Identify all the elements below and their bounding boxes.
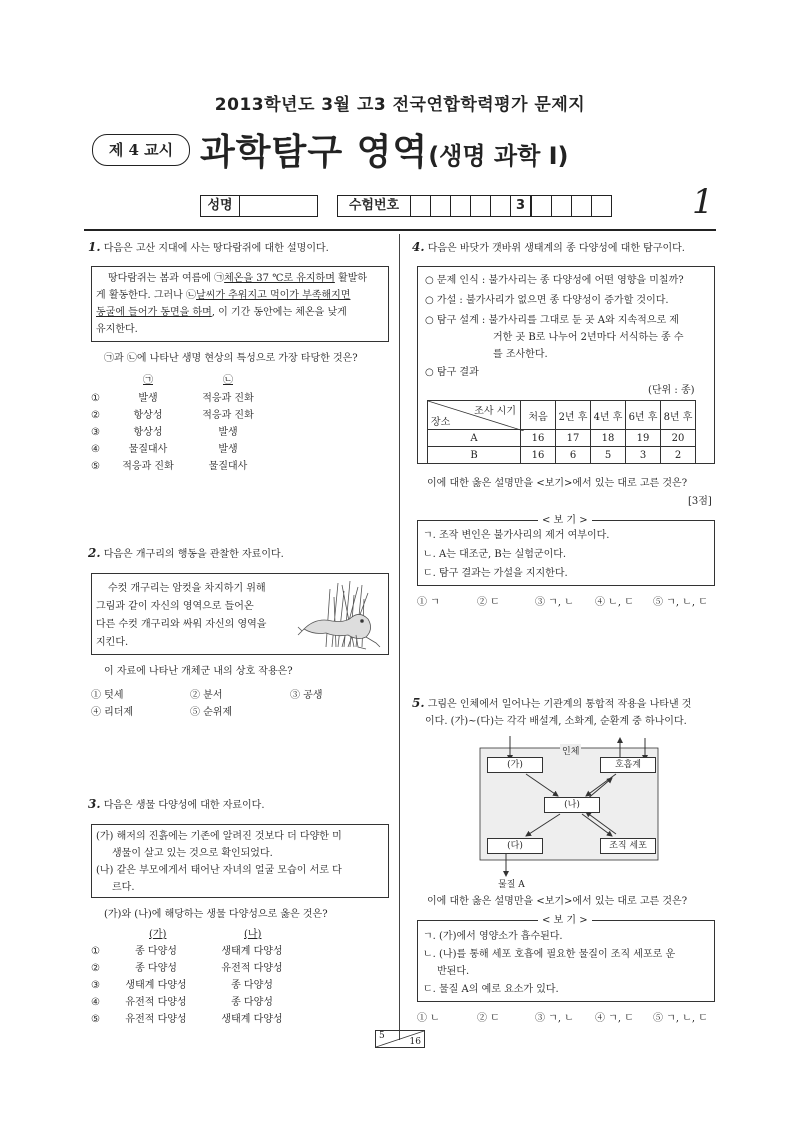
q5-option[interactable]: ③ ㄱ, ㄴ: [535, 1013, 574, 1024]
q3-col-b: (나): [244, 929, 262, 940]
q4-hypothesis: ○ 가설 : 불가사리가 없으면 종 다양성이 증가할 것이다.: [425, 295, 669, 306]
q3-option-col-a: 유전적 다양성: [125, 997, 187, 1008]
q4-number: 4.: [412, 240, 425, 254]
q3-option-col-b: 생태계 다양성: [221, 1014, 283, 1025]
q2-number: 2.: [88, 546, 101, 560]
q4-bogi-item: ㄱ. 조작 변인은 불가사리의 제거 여부이다.: [423, 530, 610, 541]
q4-design: 를 조사한다.: [493, 349, 548, 360]
q2-option[interactable]: ③ 공생: [290, 690, 323, 701]
q1-passage-line: [108, 270, 367, 287]
q2-passage-line: 다른 수컷 개구리와 싸워 자신의 영역을: [96, 619, 267, 630]
exam-number-cell[interactable]: [552, 196, 572, 216]
q4-bogi-title: < 보 기 >: [538, 512, 592, 529]
q4-result-label: ○ 탐구 결과: [425, 367, 479, 378]
matter-a-label: 물질 A: [498, 880, 525, 890]
q4-value-cell: 3: [626, 447, 661, 464]
q4-design: ○ 탐구 설계 : 불가사리를 그대로 둔 곳 A와 지속적으로 제: [425, 315, 679, 326]
node-na: (나): [544, 797, 600, 813]
name-label: 성명: [201, 196, 240, 216]
q1-option-col-b: 발생: [218, 427, 238, 438]
q3-option-col-b: 종 다양성: [231, 980, 273, 991]
q4-site-cell: A: [428, 430, 521, 447]
q1-passage-line: [96, 304, 347, 321]
q3-option-number[interactable]: ④: [91, 997, 100, 1008]
q4-bogi-item: ㄷ. 탐구 결과는 가설을 지지한다.: [423, 568, 568, 579]
q4-bogi-item: ㄴ. A는 대조군, B는 실험군이다.: [423, 549, 567, 560]
q3-stem: [88, 796, 265, 814]
q3-option-col-a: 생태계 다양성: [125, 980, 187, 991]
q5-bogi-item: 반된다.: [437, 966, 470, 977]
q1-option-number[interactable]: ③: [91, 427, 100, 438]
q1-col-b: ㉡: [223, 375, 233, 386]
q2-passage-line: 지킨다.: [96, 637, 129, 648]
q3-option-col-b: 종 다양성: [231, 997, 273, 1008]
q5-option[interactable]: ① ㄴ: [417, 1013, 440, 1024]
q5-option[interactable]: ⑤ ㄱ, ㄴ, ㄷ: [653, 1013, 708, 1024]
q4-design: 거한 곳 B로 나누어 2년마다 서식하는 종 수: [493, 332, 684, 343]
q1-option-number[interactable]: ①: [91, 393, 100, 404]
q1-option-col-b: 적응과 진화: [202, 393, 254, 404]
exam-number-cell[interactable]: [411, 196, 431, 216]
q3-passage-line: 생물이 살고 있는 것으로 확인되었다.: [112, 848, 273, 859]
q1-underline-b: 날씨가 추워지고 먹이가 부족해지면: [196, 290, 351, 301]
exam-number-cell[interactable]: [491, 196, 511, 216]
exam-number-digit: 3: [511, 196, 532, 216]
session-label: 제 4 교시: [108, 141, 174, 159]
q1-text: 활발하: [334, 273, 368, 284]
q5-bogi-item: ㄱ. (가)에서 영양소가 흡수된다.: [423, 931, 563, 942]
q1-question: ㉠과 ㉡에 나타난 생명 현상의 특성으로 가장 타당한 것은?: [104, 353, 358, 364]
q3-option-number[interactable]: ②: [91, 963, 100, 974]
q1-stem: [88, 239, 329, 257]
exam-number-cell[interactable]: [592, 196, 611, 216]
q3-option-number[interactable]: ⑤: [91, 1014, 100, 1025]
q4-value-cell: 2: [661, 447, 696, 464]
q5-stem: [412, 695, 691, 713]
q3-passage-line: (가) 해저의 진흙에는 기존에 알려진 것보다 더 다양한 미: [96, 831, 342, 842]
diagram-body-label: 인체: [560, 744, 581, 757]
q4-option[interactable]: ③ ㄱ, ㄴ: [535, 597, 574, 608]
exam-number-cell[interactable]: [572, 196, 592, 216]
q4-stem: [412, 239, 685, 257]
q4-stem-text: 다음은 바닷가 갯바위 생태계의 종 다양성에 대한 탐구이다.: [427, 243, 685, 254]
q1-col-a: ㉠: [143, 375, 153, 386]
q4-option[interactable]: ② ㄷ: [477, 597, 500, 608]
q1-text: 땅다람쥐는 봄과 여름에 ㉠: [108, 273, 225, 284]
header-rule: [84, 229, 716, 231]
q4-value-cell: 6: [556, 447, 591, 464]
node-tissue-cell: 조직 세포: [600, 838, 656, 854]
q1-option-col-b: 물질대사: [208, 461, 248, 472]
q3-option-col-b: 유전적 다양성: [221, 963, 283, 974]
q4-col-header: 2년 후: [556, 401, 591, 430]
exam-number-cell[interactable]: [431, 196, 451, 216]
q1-option-number[interactable]: ④: [91, 444, 100, 455]
q4-question: 이에 대한 옳은 설명만을 <보기>에서 있는 대로 고른 것은?: [427, 478, 688, 489]
q1-number: 1.: [88, 240, 101, 254]
diagonal-header-cell: [428, 401, 521, 430]
node-respiratory: 호흡계: [600, 757, 656, 773]
q2-stem-text: 다음은 개구리의 행동을 관찰한 자료이다.: [103, 549, 284, 560]
q1-option-col-a: 항상성: [133, 427, 163, 438]
q4-result-table: [427, 400, 696, 464]
q3-passage-line: (나) 같은 부모에게서 태어난 자녀의 얼굴 모습이 서로 다: [96, 865, 342, 876]
q5-option[interactable]: ④ ㄱ, ㄷ: [595, 1013, 634, 1024]
diag-top: 조사 시기: [474, 406, 516, 417]
q5-stem-text: 그림은 인체에서 일어나는 기관계의 통합적 작용을 나타낸 것: [427, 699, 692, 710]
page-current: 5: [379, 1031, 385, 1041]
page-counter: [375, 1030, 425, 1048]
q1-underline-b: 동굴에 들어가 동면을 하며: [96, 307, 212, 318]
q1-option-col-a: 항상성: [133, 410, 163, 421]
q2-option[interactable]: ② 분서: [190, 690, 223, 701]
exam-title: 2013학년도 3월 고3 전국연합학력평가 문제지: [214, 95, 586, 115]
q4-site-cell: B: [428, 447, 521, 464]
q1-underline-a: 체온을 37 ℃로 유지하며: [224, 273, 335, 284]
q1-text: 게 활동한다. 그러나 ㉡: [96, 290, 196, 301]
q4-col-header: 8년 후: [661, 401, 696, 430]
exam-number-cell[interactable]: [532, 196, 552, 216]
q1-option-col-a: 발생: [138, 393, 158, 404]
q4-value-cell: 5: [591, 447, 626, 464]
q4-option[interactable]: ① ㄱ: [417, 597, 440, 608]
q4-col-header: 4년 후: [591, 401, 626, 430]
name-field: [200, 195, 318, 217]
q3-option-col-a: 종 다양성: [135, 963, 177, 974]
q5-bogi-item: ㄷ. 물질 A의 예로 요소가 있다.: [423, 984, 559, 995]
q2-passage-line: 수컷 개구리는 암컷을 차지하기 위해: [108, 583, 266, 594]
page-total: 16: [409, 1037, 421, 1047]
subject-sub: (생명 과학 Ⅰ): [428, 142, 569, 170]
q4-unit: (단위 : 종): [648, 385, 695, 396]
q1-stem-text: 다음은 고산 지대에 사는 땅다람쥐에 대한 설명이다.: [103, 243, 329, 254]
subject-title: [200, 124, 569, 175]
q2-option[interactable]: ① 텃세: [91, 690, 124, 701]
q3-number: 3.: [88, 797, 101, 811]
q1-option-col-a: 물질대사: [128, 444, 168, 455]
q3-option-number[interactable]: ③: [91, 980, 100, 991]
q4-option[interactable]: ④ ㄴ, ㄷ: [595, 597, 634, 608]
session-badge: [92, 134, 190, 166]
q2-option[interactable]: ⑤ 순위제: [190, 707, 233, 718]
q5-number: 5.: [412, 696, 425, 710]
subject-main: 과학탐구 영역: [200, 132, 429, 173]
q4-value-cell: 18: [591, 430, 626, 447]
page-mark: 1: [692, 182, 714, 222]
column-divider: [399, 234, 400, 1040]
q3-option-col-a: 종 다양성: [135, 946, 177, 957]
exam-number-label: 수험번호: [338, 196, 411, 216]
q4-col-header: 처음: [521, 401, 556, 430]
q1-option-col-a: 적응과 진화: [122, 461, 174, 472]
q1-text: , 이 기간 동안에는 체온을 낮게: [211, 307, 347, 318]
q4-option[interactable]: ⑤ ㄱ, ㄴ, ㄷ: [653, 597, 708, 608]
q1-option-col-b: 발생: [218, 444, 238, 455]
q2-passage-line: 그림과 같이 자신의 영역으로 들어온: [96, 601, 254, 612]
exam-number-field: [337, 195, 612, 217]
q3-question: (가)와 (나)에 해당하는 생물 다양성으로 옳은 것은?: [104, 909, 328, 920]
q5-stem-line2: 이다. (가)~(다)는 각각 배설계, 소화계, 순환계 중 하나이다.: [425, 716, 687, 727]
q5-bogi-title: < 보 기 >: [538, 912, 592, 929]
q1-option-number[interactable]: ②: [91, 410, 100, 421]
q4-problem: ○ 문제 인식 : 불가사리는 종 다양성에 어떤 영향을 미칠까?: [425, 275, 684, 286]
q2-option[interactable]: ④ 리더제: [91, 707, 134, 718]
q3-passage-line: 르다.: [112, 882, 135, 893]
q3-col-a: (가): [149, 929, 167, 940]
q4-value-cell: 20: [661, 430, 696, 447]
q4-points: [3점]: [688, 496, 712, 507]
exam-number-cell[interactable]: [471, 196, 491, 216]
q2-stem: [88, 545, 284, 563]
q5-question: 이에 대한 옳은 설명만을 <보기>에서 있는 대로 고른 것은?: [427, 896, 688, 907]
frog-fight-illustration: [296, 577, 384, 651]
q4-value-cell: 16: [521, 430, 556, 447]
node-da: (다): [487, 838, 543, 854]
q4-col-header: 6년 후: [626, 401, 661, 430]
q4-value-cell: 19: [626, 430, 661, 447]
q1-passage-line: 유지한다.: [96, 324, 138, 335]
q4-value-cell: 16: [521, 447, 556, 464]
q5-bogi-item: ㄴ. (나)를 통해 세포 호흡에 필요한 물질이 조직 세포로 운: [423, 949, 676, 960]
node-ga: (가): [487, 757, 543, 773]
q3-option-number[interactable]: ①: [91, 946, 100, 957]
q1-option-number[interactable]: ⑤: [91, 461, 100, 472]
name-input[interactable]: [240, 196, 317, 216]
q2-question: 이 자료에 나타난 개체군 내의 상호 작용은?: [104, 666, 293, 677]
q3-option-col-b: 생태계 다양성: [221, 946, 283, 957]
diag-bottom: 장소: [431, 417, 451, 428]
q3-option-col-a: 유전적 다양성: [125, 1014, 187, 1025]
q1-option-col-b: 적응과 진화: [202, 410, 254, 421]
exam-number-cell[interactable]: [451, 196, 471, 216]
q4-value-cell: 17: [556, 430, 591, 447]
q1-passage-line: [96, 287, 350, 304]
q5-option[interactable]: ② ㄷ: [477, 1013, 500, 1024]
q3-stem-text: 다음은 생물 다양성에 대한 자료이다.: [103, 800, 265, 811]
